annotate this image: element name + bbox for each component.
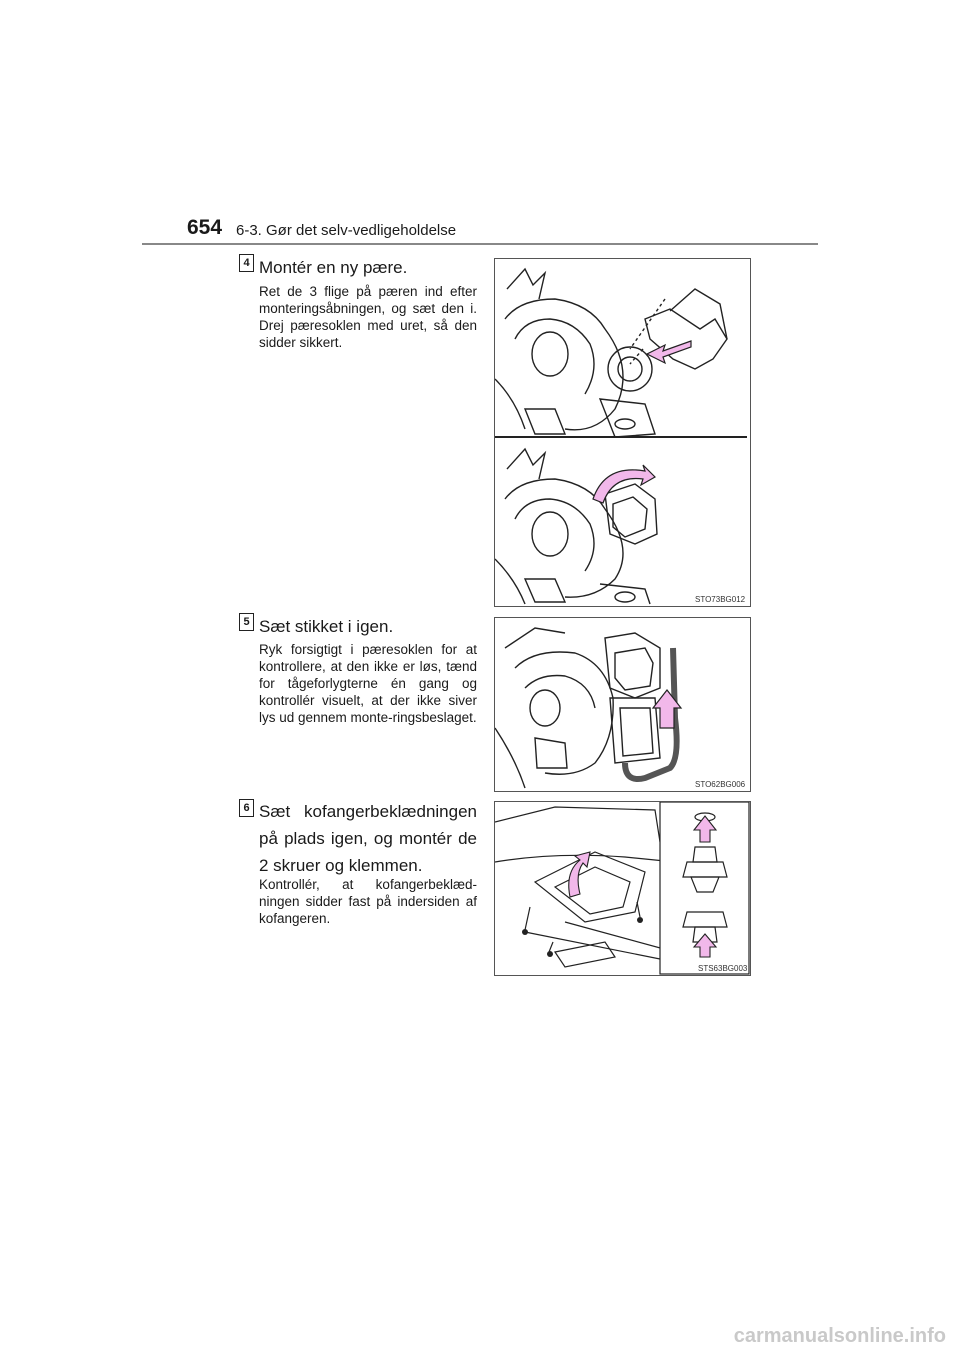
bulb-install-illustration [495,259,750,606]
watermark: carmanualsonline.info [733,1325,946,1347]
step-marker-5: 5 [239,613,254,631]
step-heading-5: Sæt stikket i igen. [259,617,394,636]
step-marker-4: 4 [239,254,254,272]
step-body-4: Ret de 3 flige på pæren ind efter monteringsåbningen, og sæt den i. Drej pæresoklen med uret, så den sidder sikkert. [259,284,477,350]
step-heading-6: Sæt kofangerbeklædningen på plads igen, og montér de 2 skruer og klemmen. [259,802,477,875]
step-body-5: Ryk forsigtigt i pæresoklen for at kontrollere, at den ikke er løs, tænd for tågeforlygterne én gang og kontrollér visuelt, at der ikke siver lys ud gennem monte-ringsbeslaget. [259,642,477,725]
figure-code-4: STO73BG012 [695,595,746,604]
page-number: 654 [187,216,223,239]
figure-bulb-install [494,258,751,607]
step-heading-4: Montér en ny pære. [259,258,408,277]
step-marker-6: 6 [239,799,254,817]
figure-code-5: STO62BG006 [695,780,746,789]
figure-connector-reinstall [494,617,751,792]
section-title: 6-3. Gør det selv-vedligeholdelse [236,222,457,239]
bumper-illustration [495,802,750,975]
figure-bumper-cover [494,801,751,976]
figure-code-6: STS63BG003 [698,964,748,973]
step-body-6: Kontrollér, at kofangerbeklæd-ningen sidder fast på indersiden af kofangeren. [259,877,477,926]
header-divider [142,243,818,245]
connector-illustration [495,618,750,791]
